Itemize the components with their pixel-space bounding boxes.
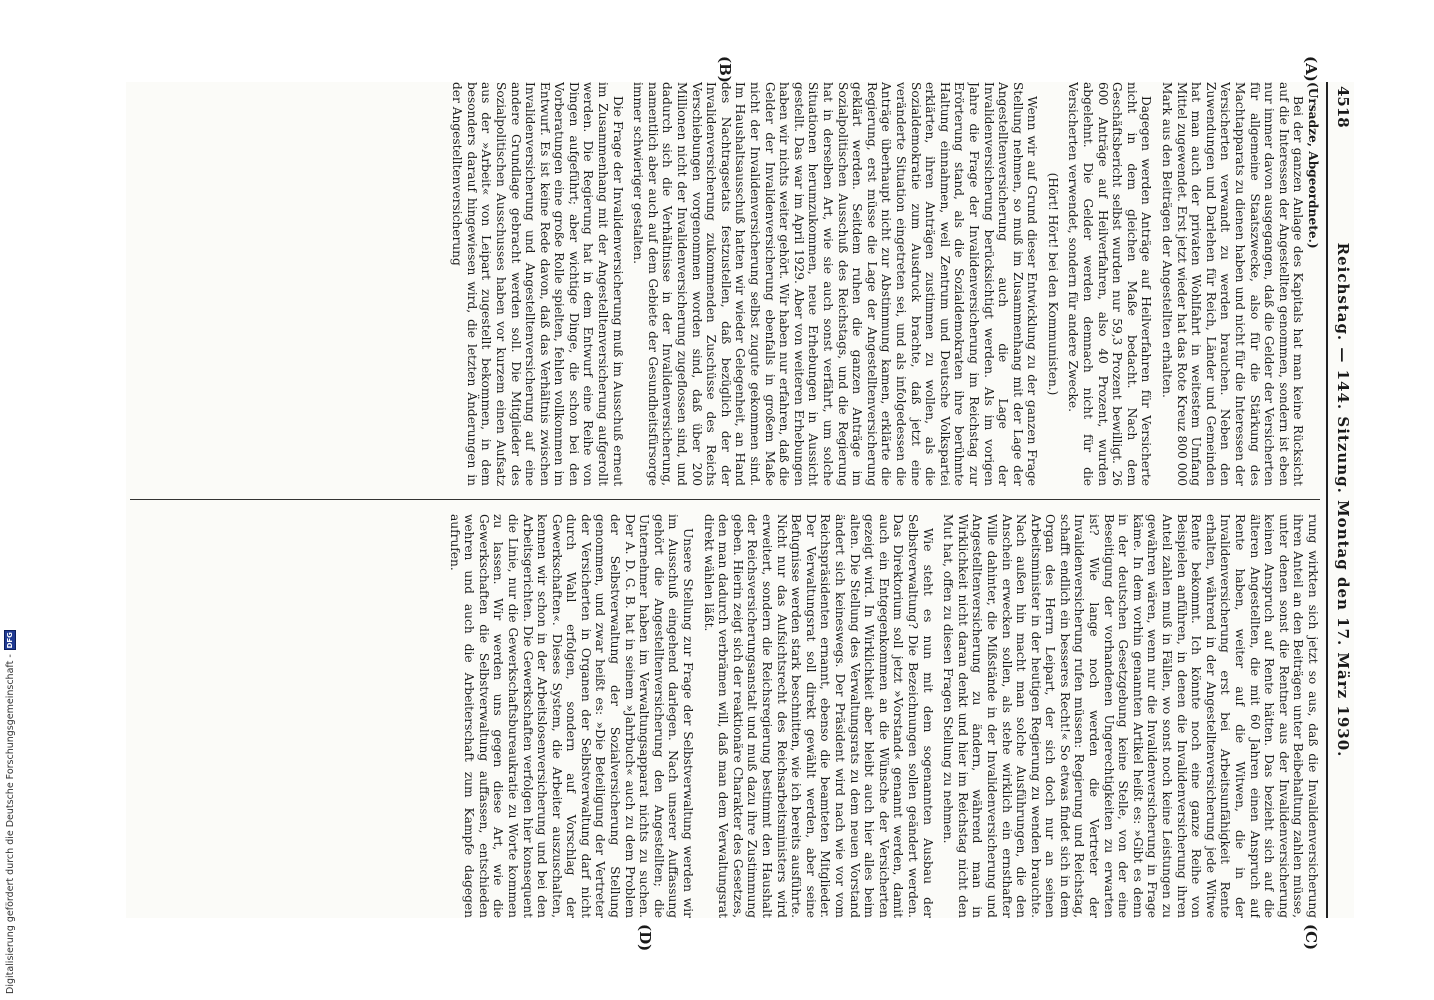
digitization-credit: [4, 6, 14, 994]
page-number: 4518: [1334, 86, 1352, 128]
margin-mark-d: (D): [636, 924, 654, 952]
interjection: (Hört! Hört! bei den Kommunisten.): [1045, 172, 1060, 396]
page-header: [1330, 82, 1354, 918]
paragraph: rung wirkten sich jetzt so aus, daß die Invalidenversicherung ihren Anteil an den Beiträgen unter Beibehaltung zahlen müsse, unter denen sonst die Rentner aus der Invalidenversicherung keinen Anspruch auf Rente hätten. Das bezieht sich auf die älteren Angestellten, die mit 60 Jahren einen Anspruch auf Rente haben, weiter auf die Witwen, die in der Invalidenversicherung erst bei Arbeitsunfähigkeit Rente erhalten, während in der Angestelltenversicherung jede Witwe Rente bekommt. Ich könnte noch eine ganze Reihe von Beispielen anführen, in denen die Invalidenversicherung ihren Anteil zahlen muß in Fällen, wo sonst noch keine Leistungen zu gewähren wären, wenn nur die Invalidenversicherung in Frage käme. In dem vorhin genannten Artikel heißt es: »Gibt es denn in der deutschen Gesetzgebung keine Stelle, von der eine Beseitigung der vorhandenen Ungerechtigkeiten zu erwarten ist? Wie lange noch werden die Vertreter der Invalidenversicherung rufen müssen: Regierung und Reichstag, schafft endlich ein besseres Recht!« So etwas findet sich in dem Organ des Herrn Leipart, der sich doch nur an seinen Arbeitsminister in der heutigen Regierung zu wenden brauchte. Nach außen hin macht man solche Ausführungen, die den Anschein erwecken sollen, als stehe wirklich ein ernsthafter Wille dahinter, die Mißstände in der Invalidenversicherung und Angestelltenversicherung zu ändern, während man in Wirklichkeit nicht daran denkt und hier im Reichstag nicht den Mut hat, offen zu diesen Fragen Stellung zu nehmen.: [941, 514, 1320, 918]
column-divider: [130, 499, 1320, 500]
left-column: [130, 82, 1320, 486]
margin-mark-a: (A): [1302, 56, 1320, 82]
header-rule: [1326, 82, 1328, 918]
paragraph: Wie steht es nun mit dem sogenannten Ausbau der Selbstverwaltung? Die Bezeichnungen sollen geändert werden. Das Direktorium soll jetzt »Vorstand« genannt werden, damit auch ein Entgegenkommen an die Wünsche der Versicherten gezeigt wird. In Wirklichkeit aber bleibt auch hier alles beim alten. Die Stellung des Verwaltungsrats zu dem neuen Vorstand ändert sich keineswegs. Der Präsident wird nach wie vor vom Reichspräsidenten ernannt, ebenso die beamteten Mitglieder. Der Verwaltungsrat soll direkt gewählt werden, aber seine Befugnisse werden stark beschnitten, wie ich bereits ausführte. Nicht nur das Aufsichtsrecht des Reichsarbeitsministers wird erweitert, sondern die Reichsregierung bestimmt den Haushalt der Reichsversicherungsanstalt und muß dazu ihre Zustimmung geben. Hierin zeigt sich der reaktionäre Charakter des Gesetzes, den man dadurch verbrämen will, daß man dem Verwaltungsrat direkt wählen läßt.: [701, 514, 935, 918]
speaker-line: (Ursadze, Abgeordnete.): [1306, 82, 1320, 249]
scanned-page: [126, 56, 1354, 952]
paragraph: Dagegen werden Anträge auf Heilverfahren für Versicherte nicht in dem gleichen Maße bedacht. Nach dem Geschäftsbericht selbst wurden nur 59,3 Prozent bewilligt. 26 600 Anträge auf Heilverfahren, also 40 Prozent, wurden abgelehnt. Die Gelder werden demnach nicht für die Versicherten verwendet, sondern für andere Zwecke.: [1066, 82, 1154, 486]
paragraph: Wenn wir auf Grund dieser Entwicklung zu der ganzen Frage Stellung nehmen, so muß im Zusammenhang mit der Lage der Angestelltenversicherung auch die Lage der Invalidenversicherung berücksichtigt werden. Als im vorigen Jahre die Frage der Invalidenversicherung im Reichstag zur Erörterung stand, als die Sozialdemokraten ihre berühmte Haltung einnahmen, weil Zentrum und Deutsche Volkspartei erklärten, ihren Anträgen zustimmen zu wollen, als die Sozialdemokratie zum Ausdruck brachte, daß jetzt eine veränderte Situation eingetreten sei, und als infolgedessen die Anträge überhaupt nicht zur Abstimmung kamen, erklärte die Regierung, erst müsse die Lage der Angestelltenversicherung geklärt werden. Seitdem ruhen die ganzen Anträge im Sozialpolitischen Ausschuß des Reichstags, und die Regierung hat in derselben Art, wie sie auch sonst verfährt, um solche Situationen herumzukommen, neue Erhebungen in Aussicht gestellt. Das war im April 1929. Aber von weiteren Erhebungen haben wir nichts weiter gehört. Wir haben nur erfahren, daß die Gelder der Invalidenversicherung ebenfalls in großem Maße nicht der Invalidenversicherung selbst zugute gekommen sind. Im Haushaltsausschuß hatten wir wieder Gelegenheit, an Hand des Nachtragsetats festzustellen, daß bezüglich der der Invalidenversicherung zukommenden Zuschüsse des Reichs Verschiebungen vorgenommen worden sind, daß über 200 Millionen nicht der Invalidenversicherung zugeflossen sind, und dadurch sich die Verhältnisse in der Invalidenversicherung, namentlich aber auch auf dem Gebiete der Gesundheitsfürsorge immer schwieriger gestalten.: [631, 82, 1040, 486]
credit-text: Digitalisierung gefördert durch die Deutsche Forschungsgemeinschaft -: [4, 654, 16, 994]
right-column: [130, 514, 1320, 918]
page-title: Reichstag. — 144. Sitzung. Montag den 17. März 1930.: [1334, 242, 1352, 758]
paragraph: Unsere Stellung zur Frage der Selbstverwaltung werden wir im Ausschuß eingehend darlegen. Nach unserer Auffassung gehört die Angestelltenversicherung den Angestellten; die Unternehmer haben im Verwaltungsapparat nichts zu suchen. Der A. D. G. B. hat in seinem »Jahrbuch« auch zu dem Problem der Selbstverwaltung der Sozialversicherung Stellung genommen, und zwar heißt es: »Die Beteiligung der Vertreter der Versicherten in Organen der Selbstverwaltung darf nicht durch Wahl erfolgen, sondern auf Vorschlag der Gewerkschaften«. Dieses System, die Arbeiter auszuschalten, kennen wir schon in der Arbeitslosenversicherung und bei den Arbeitsgerichten. Die Gewerkschaften verfolgen hier konsequent die Linie, nur die Gewerkschaftsbureaukratie zu Worte kommen zu lassen. Wir werden uns gegen diese Art, wie die Gewerkschaften die Selbstverwaltung auffassen, entschieden wehren und auch die Arbeiterschaft zum Kampfe dagegen aufrufen.: [447, 514, 696, 918]
margin-mark-b: (B): [716, 56, 734, 83]
paragraph: Bei der ganzen Anlage des Kapitals hat man keine Rücksicht auf die Interessen der Angestellten genommen, sondern ist eben nur immer davon ausgegangen, daß die Gelder der Versicherten für allgemeine Staatszwecke, also für die Stärkung des Machtapparats zu dienen haben und nicht für die Interessen der Versicherten verwandt zu werden brauchen. Neben den Zuwendungen und Darlehen für Reich, Länder und Gemeinden hat man auch der privaten Wohlfahrt in weitestem Umfang Mittel zugewendet. Erst jetzt wieder hat das Rote Kreuz 800 000 Mark aus den Beiträgen der Angestellten erhalten.: [1160, 82, 1306, 486]
margin-mark-c: (C): [1302, 924, 1320, 951]
paragraph: Die Frage der Invalidenversicherung muß im Ausschuß erneut im Zusammenhang mit der Angestelltenversicherung aufgerollt werden. Die Regierung hat in dem Entwurf eine Reihe von Dingen aufgeführt; aber wichtige Dinge, die schon bei den Vorberatungen eine große Rolle spielten, fehlen vollkommen im Entwurf. Es ist keine Rede davon, daß das Verhältnis zwischen Invalidenversicherung und Angestelltenversicherung auf eine andere Grundlage gebracht werden soll. Die Mitglieder des Sozialpolitischen Ausschusses haben vor kurzem einen Aufsatz aus der »Arbeit« von Leipart zugestellt bekommen, in dem besonders darauf hingewiesen wird, die letzten Änderungen in der Angestelltenversicherung: [450, 82, 625, 486]
dfg-logo-icon: DFG: [6, 632, 14, 649]
